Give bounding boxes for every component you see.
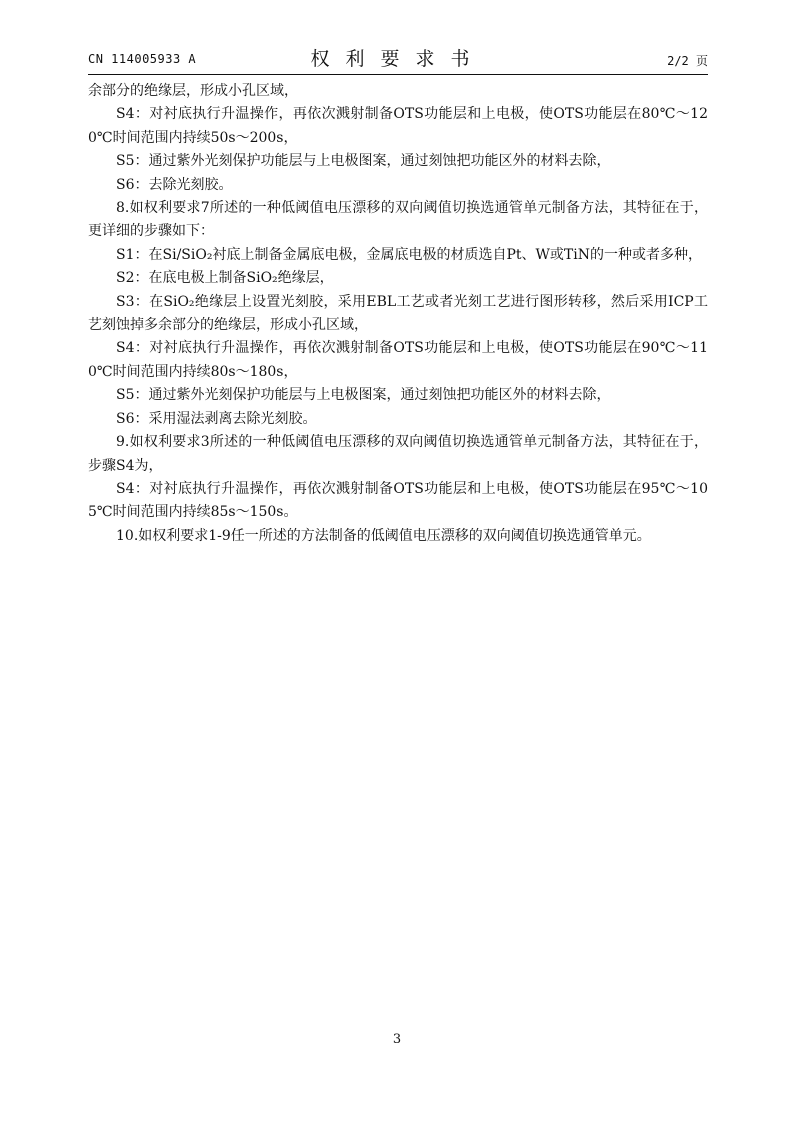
- claim-paragraph: S3：在SiO₂绝缘层上设置光刻胶，采用EBL工艺或者光刻工艺进行图形转移，然后采用ICP工艺刻蚀掉多余部分的绝缘层，形成小孔区域，: [88, 293, 708, 334]
- claim-paragraph: S2：在底电极上制备SiO₂绝缘层，: [116, 270, 334, 287]
- page-indicator: 2/2 页: [667, 54, 708, 68]
- claim-paragraph: S4：对衬底执行升温操作，再依次溅射制备OTS功能层和上电极，使OTS功能层在95℃～105℃时间范围内持续85s～150s。: [88, 480, 708, 521]
- claim-paragraph: S1：在Si/SiO₂衬底上制备金属底电极，金属底电极的材质选自Pt、W或TiN的一种或者多种，: [116, 246, 702, 263]
- claim-paragraph: S4：对衬底执行升温操作，再依次溅射制备OTS功能层和上电极，使OTS功能层在90℃～110℃时间范围内持续80s～180s，: [88, 340, 708, 380]
- claim-paragraph: 余部分的绝缘层，形成小孔区域，: [88, 83, 298, 99]
- claims-body: [88, 80, 708, 548]
- claim-paragraph: 8.如权利要求7所述的一种低阈值电压漂移的双向阈值切换选通管单元制备方法，其特征在于，更详细的步骤如下：: [88, 200, 708, 240]
- header-divider: [88, 74, 708, 75]
- claim-paragraph: 9.如权利要求3所述的一种低阈值电压漂移的双向阈值切换选通管单元制备方法，其特征在于，步骤S4为，: [88, 434, 708, 474]
- claim-paragraph: S6：采用湿法剥离去除光刻胶。: [116, 410, 317, 427]
- page-header: [88, 44, 708, 72]
- document-title: 权利要求书: [310, 48, 486, 70]
- publication-number: CN 114005933 A: [88, 52, 197, 66]
- page-number: 3: [392, 1032, 402, 1047]
- claim-paragraph: S5：通过紫外光刻保护功能层与上电极图案，通过刻蚀把功能区外的材料去除，: [116, 153, 611, 170]
- claim-paragraph: S4：对衬底执行升温操作，再依次溅射制备OTS功能层和上电极，使OTS功能层在80℃～120℃时间范围内持续50s～200s，: [88, 106, 708, 146]
- claim-paragraph: S6：去除光刻胶。: [116, 176, 233, 193]
- claim-paragraph: 10.如权利要求1-9任一所述的方法制备的低阈值电压漂移的双向阈值切换选通管单元。: [116, 527, 651, 544]
- claim-paragraph: S5：通过紫外光刻保护功能层与上电极图案，通过刻蚀把功能区外的材料去除，: [116, 387, 611, 404]
